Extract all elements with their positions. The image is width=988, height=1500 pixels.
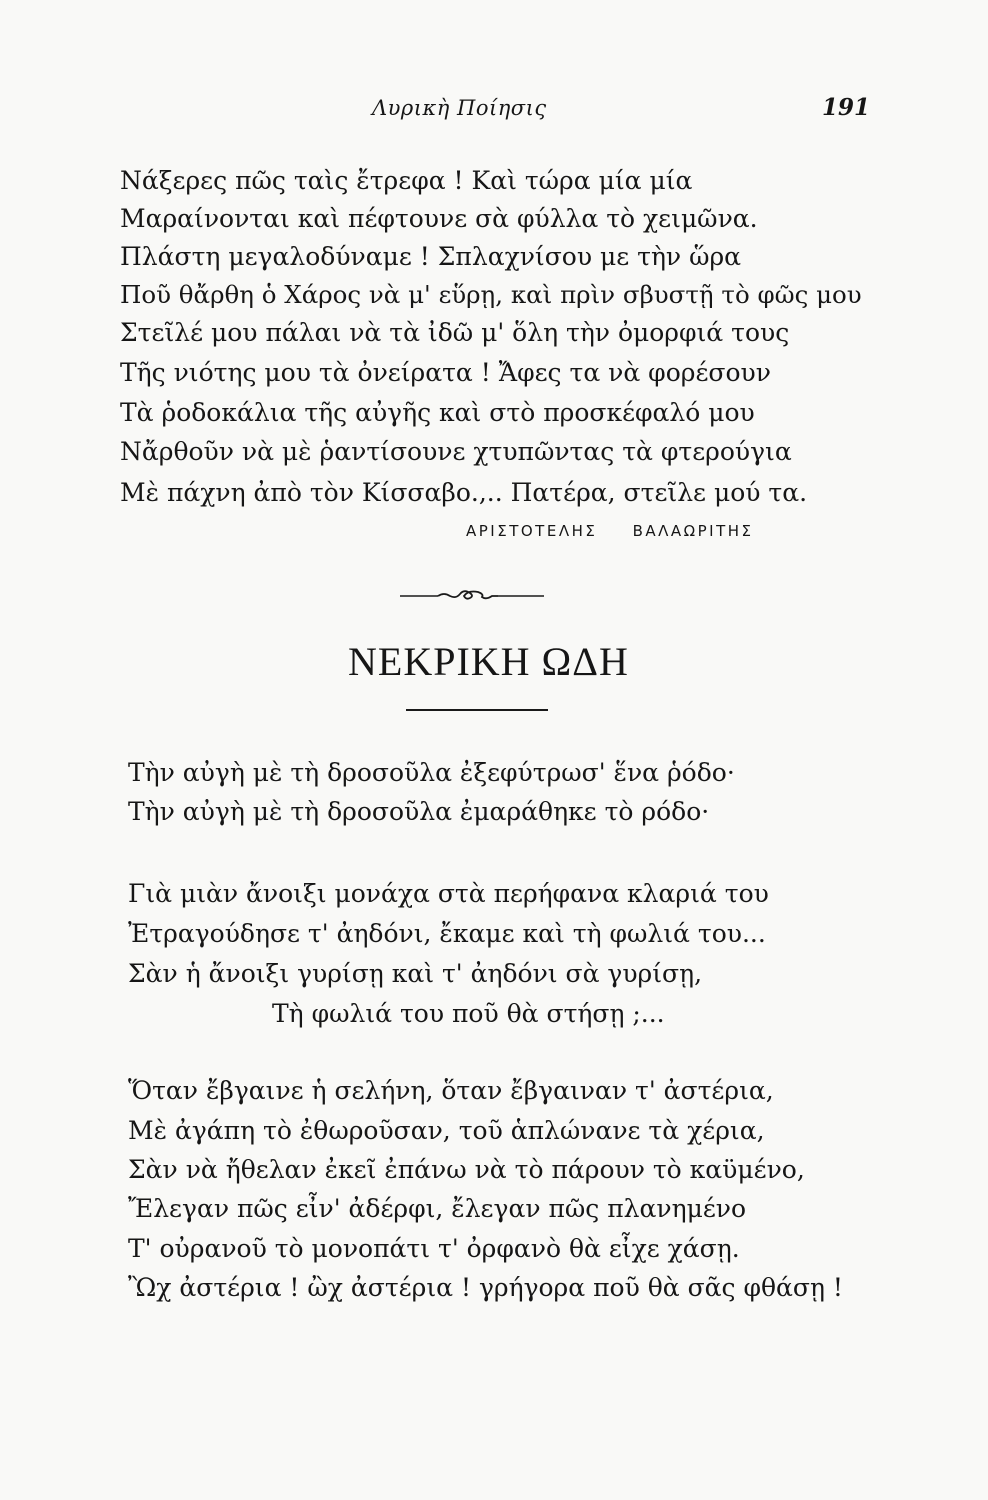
verse-line: Τὰ ῥοδοκάλια τῆς αὐγῆς καὶ στὸ προσκέφαλό μου <box>120 398 755 427</box>
ornament-divider-icon <box>398 584 548 606</box>
verse-line: Νάξερες πῶς ταὶς ἔτρεφα ! Καὶ τώρα μία μία <box>120 166 693 195</box>
verse-line: Τὴ φωλιά του ποῦ θὰ στήσῃ ;... <box>272 999 665 1028</box>
verse-line: Ἔλεγαν πῶς εἶν' ἀδέρφι, ἔλεγαν πῶς πλανημένο <box>128 1194 747 1223</box>
author-signature: ΑΡΙΣΤΟΤΕΛΗΣ ΒΑΛΑΩΡΙΤΗΣ <box>466 522 754 540</box>
verse-line: Ὅταν ἔβγαινε ἡ σελήνη, ὅταν ἔβγαιναν τ' ἀστέρια, <box>128 1076 774 1105</box>
running-title: Λυρικὴ Ποίησις <box>372 96 547 120</box>
verse-line: Στεῖλέ μου πάλαι νὰ τὰ ἰδῶ μ' ὅλη τὴν ὀμορφιά τους <box>120 318 790 347</box>
title-rule <box>406 709 548 711</box>
verse-line: Γιὰ μιὰν ἄνοιξι μονάχα στὰ περήφανα κλαριά του <box>128 879 769 908</box>
verse-line: Ἐτραγούδησε τ' ἀηδόνι, ἔκαμε καὶ τὴ φωλιά του... <box>128 919 766 948</box>
verse-line: Τὴν αὐγὴ μὲ τὴ δροσοῦλα ἐμαράθηκε τὸ ρόδο· <box>128 797 710 826</box>
verse-line: Ὢχ ἀστέρια ! ὢχ ἀστέρια ! γρήγορα ποῦ θὰ σᾶς φθάσῃ ! <box>128 1273 843 1302</box>
verse-line: Τ' οὐρανοῦ τὸ μονοπάτι τ' ὀρφανὸ θὰ εἶχε χάσῃ. <box>128 1234 740 1263</box>
verse-line: Τῆς νιότης μου τὰ ὀνείρατα ! Ἄφες τα νὰ φορέσουν <box>120 358 771 387</box>
verse-line: Μαραίνονται καὶ πέφτουνε σὰ φύλλα τὸ χειμῶνα. <box>120 204 758 233</box>
verse-line: Σὰν νὰ ἤθελαν ἐκεῖ ἐπάνω νὰ τὸ πάρουν τὸ καϋμένο, <box>128 1155 805 1184</box>
verse-line: Ποῦ θἄρθη ὁ Χάρος νὰ μ' εὕρῃ, καὶ πρὶν σβυστῇ τὸ φῶς μου <box>120 280 862 309</box>
verse-line: Μὲ ἀγάπη τὸ ἐθωροῦσαν, τοῦ ἁπλώνανε τὰ χέρια, <box>128 1116 765 1145</box>
poem-title: ΝΕΚΡΙΚΗ ΩΔΗ <box>348 639 629 684</box>
verse-line: Σὰν ἡ ἄνοιξι γυρίσῃ καὶ τ' ἀηδόνι σὰ γυρίσῃ, <box>128 959 703 988</box>
verse-line: Πλάστη μεγαλοδύναμε ! Σπλαχνίσου με τὴν ὥρα <box>120 242 742 271</box>
verse-line: Νἄρθοῦν νὰ μὲ ῥαντίσουνε χτυπῶντας τὰ φτερούγια <box>120 437 792 466</box>
page-number: 191 <box>822 94 871 121</box>
verse-line: Μὲ πάχνη ἀπὸ τὸν Κίσσαβο.,.. Πατέρα, στεῖλε μού τα. <box>120 478 808 507</box>
verse-line: Τὴν αὐγὴ μὲ τὴ δροσοῦλα ἐξεφύτρωσ' ἕνα ῥόδο· <box>128 758 735 787</box>
